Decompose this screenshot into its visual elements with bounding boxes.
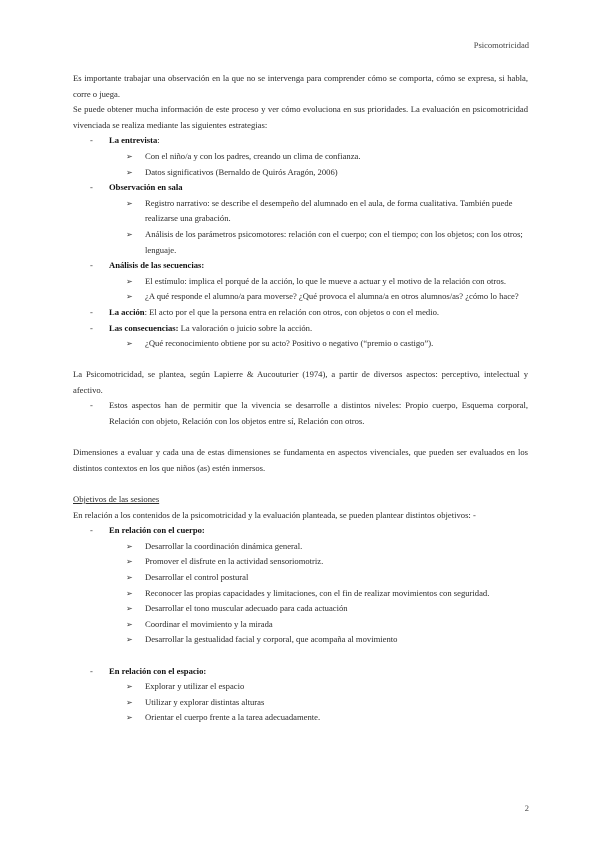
objectives-heading: Objetivos de las sesiones — [73, 494, 160, 505]
strategy-title: Observación en sala — [109, 182, 183, 193]
strategy-title: Análisis de las secuencias: — [109, 260, 205, 271]
bullet-text: Análisis de los parámetros psicomotores: relación con el cuerpo; con el tiempo; con los objetos; con los otros; lenguaje. — [145, 228, 523, 255]
arrow-bullet-item — [73, 165, 528, 181]
arrowhead-bullet-icon: ➢ — [126, 276, 133, 286]
bullet-text: Promover el disfrute en la actividad sensoriomotriz. — [145, 556, 324, 567]
arrowhead-bullet-icon: ➢ — [126, 573, 133, 582]
objective-group — [73, 523, 528, 539]
running-header: Psicomotricidad — [473, 40, 529, 50]
arrowhead-bullet-icon: ➢ — [126, 682, 133, 692]
intro-paragraph-1: Es importante trabajar una observación en la que no se intervenga para comprender cómo se comporta, cómo se expresa, si habla, corre o juega. — [73, 73, 528, 99]
arrowhead-bullet-icon: ➢ — [126, 619, 133, 629]
strategy-item — [73, 258, 528, 274]
bullet-text: ¿Qué reconocimiento obtiene por su acto? Positivo o negativo (“premio o castigo”). — [145, 338, 434, 349]
arrow-bullet-item — [73, 149, 528, 165]
arrow-bullet-item — [73, 336, 528, 352]
arrowhead-bullet-icon: ➢ — [126, 167, 133, 177]
objectives-intro: En relación a los contenidos de la psicomotricidad y la evaluación planteada, se pueden plantear distintos objetivos: - — [73, 509, 476, 520]
arrow-bullet-item — [73, 586, 528, 602]
arrow-bullet-item — [73, 570, 528, 586]
arrowhead-bullet-icon: ➢ — [126, 229, 133, 239]
strategies-list — [73, 133, 528, 351]
strategy-item — [73, 180, 528, 196]
arrow-bullet-item — [73, 289, 528, 305]
strategy-item — [73, 133, 528, 149]
arrowhead-bullet-icon: ➢ — [126, 151, 133, 161]
arrowhead-bullet-icon: ➢ — [126, 713, 133, 723]
bullet-text: Coordinar el movimiento y la mirada — [145, 618, 273, 629]
strategy-colon: : — [144, 306, 147, 317]
arrow-bullet-item — [73, 554, 528, 570]
objective-group-title: En relación con el espacio: — [109, 665, 207, 676]
page-content — [73, 71, 528, 726]
intro-paragraph-2: Se puede obtener mucha información de este proceso y ver cómo evoluciona en sus prioridades. La evaluación en psicomotricidad vivenciada se realiza mediante las siguientes estrategias: — [73, 104, 528, 130]
bullet-text: Orientar el cuerpo frente a la tarea adecuadamente. — [145, 712, 321, 723]
bullet-text: Registro narrativo: se describe el desempeño del alumnado en el aula, de forma cualitativa. También puede realizarse una grabación. — [145, 197, 513, 224]
bullet-text: El estímulo: implica el porqué de la acción, lo que le mueve a actuar y el motivo de la relación con otros. — [145, 275, 507, 286]
strategy-colon: : — [157, 135, 160, 146]
bullet-text: Explorar y utilizar el espacio — [145, 681, 245, 692]
arrow-bullet-item — [73, 601, 528, 617]
arrow-bullet-item — [73, 539, 528, 555]
strategy-text: El acto por el que la persona entra en relación con otros, con objetos o con el medio. — [146, 306, 440, 317]
objective-group-title: En relación con el cuerpo: — [109, 525, 205, 536]
arrowhead-bullet-icon: ➢ — [126, 697, 133, 707]
dimensions-paragraph: Dimensiones a evaluar y cada una de estas dimensiones se fundamenta en aspectos vivenciales, que pueden ser evaluados en los distintos contextos en los que niños (as) estén inmersos. — [73, 447, 528, 473]
arrowhead-bullet-icon: ➢ — [126, 604, 133, 614]
strategy-title: La acción — [109, 306, 145, 317]
strategy-title: La entrevista — [109, 135, 158, 146]
strategy-title: Las consecuencias: — [109, 322, 179, 333]
arrowhead-bullet-icon: ➢ — [126, 339, 133, 349]
bullet-text: Desarrollar la gestualidad facial y corporal, que acompaña al movimiento — [145, 634, 398, 645]
arrowhead-bullet-icon: ➢ — [126, 635, 133, 645]
arrow-bullet-item — [73, 679, 528, 695]
page-number: 2 — [524, 803, 529, 813]
bullet-text: Desarrollar la coordinación dinámica general. — [145, 540, 303, 551]
arrow-bullet-item — [73, 617, 528, 633]
arrowhead-bullet-icon: ➢ — [126, 198, 133, 208]
objective-group — [73, 664, 528, 680]
arrow-bullet-item — [73, 710, 528, 726]
arrow-bullet-item — [73, 227, 528, 258]
strategy-item — [73, 305, 528, 321]
arrowhead-bullet-icon: ➢ — [126, 588, 133, 598]
arrow-bullet-item — [73, 274, 528, 290]
bullet-text: Desarrollar el control postural — [145, 572, 249, 582]
strategy-text: La valoración o juicio sobre la acción. — [178, 322, 313, 333]
arrowhead-bullet-icon: ➢ — [126, 557, 133, 567]
bullet-text: ¿A qué responde el alumno/a para moverse? ¿Qué provoca el alumna/a en otros alumnos/as? ¿cómo lo hace? — [145, 291, 519, 302]
arrowhead-bullet-icon: ➢ — [126, 292, 133, 302]
bullet-text: Datos significativos (Bernaldo de Quirós Aragón, 2006) — [145, 166, 338, 177]
bullet-text: Utilizar y explorar distintas alturas — [145, 696, 265, 707]
bullet-text: Con el niño/a y con los padres, creando un clima de confianza. — [145, 150, 361, 161]
arrow-bullet-item — [73, 196, 528, 227]
bullet-text: Desarrollar el tono muscular adecuado para cada actuación — [145, 603, 348, 614]
arrow-bullet-item — [73, 632, 528, 648]
strategy-item — [73, 321, 528, 337]
arrowhead-bullet-icon: ➢ — [126, 541, 133, 551]
bullet-text: Reconocer las propias capacidades y limitaciones, con el fin de realizar movimientos con seguridad. — [145, 587, 490, 598]
objectives-list — [73, 523, 528, 726]
lapierre-paragraph: La Psicomotricidad, se plantea, según Lapierre & Aucouturier (1974), a partir de diversos aspectos: perceptivo, intelectual y afectivo. — [73, 369, 528, 395]
aspects-item: - Estos aspectos han de permitir que la vivencia se desarrolle a distintos niveles: Propio cuerpo, Esquema corporal, Relación con objeto, Relación con los objetos entre sí, Relación con otros. — [73, 398, 528, 429]
arrow-bullet-item — [73, 695, 528, 711]
